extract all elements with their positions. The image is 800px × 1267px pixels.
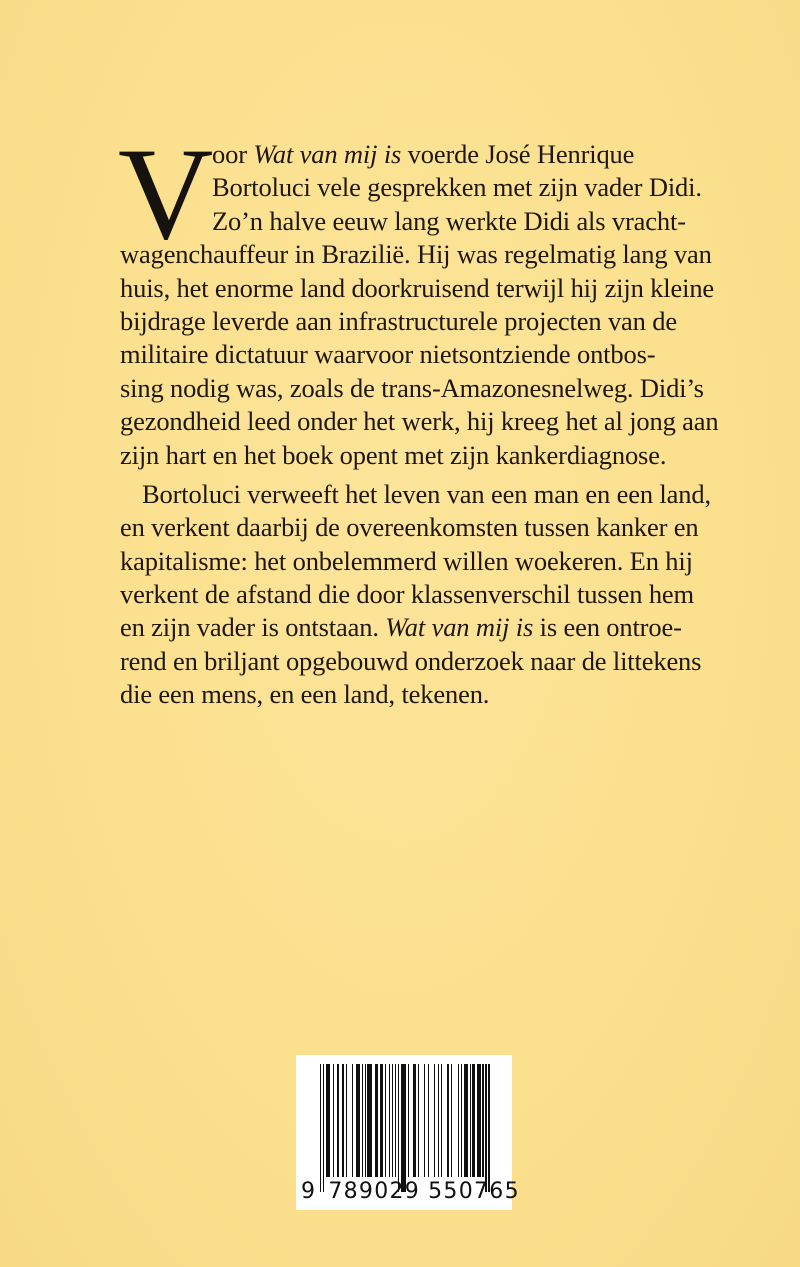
drop-cap: V — [118, 120, 214, 267]
back-cover-blurb — [120, 138, 719, 712]
text-line: sing nodig was, zoals de trans-Amazonesnelweg. Didi’s — [120, 372, 704, 403]
text-line: kapitalisme: het onbelemmerd willen woekeren. En hij — [120, 545, 693, 576]
text-line: Bortoluci verweeft het leven van een man en een land, — [142, 478, 711, 509]
text-line: militaire dictatuur waarvoor nietsontziende ontbos- — [120, 339, 656, 370]
text-line: bijdrage leverde aan infrastructurele projecten van de — [120, 305, 677, 336]
text-line: wagenchauffeur in Brazilië. Hij was regelmatig lang van — [120, 239, 712, 270]
text-line: en zijn vader is ontstaan. Wat van mij is is een ontroe- — [120, 612, 682, 643]
paragraph-1 — [120, 138, 719, 472]
book-title: Wat van mij is — [253, 139, 402, 169]
isbn-number: 9 789029 550765 — [301, 1179, 520, 1204]
book-title: Wat van mij is — [385, 612, 534, 643]
isbn-barcode — [296, 1055, 520, 1210]
text-line: en verkent daarbij de overeenkomsten tussen kanker en — [120, 512, 699, 543]
text-line: oor Wat van mij is voerde José Henrique — [212, 139, 635, 169]
barcode-bars — [320, 1064, 490, 1192]
text-line: die een mens, en een land, tekenen. — [120, 679, 490, 710]
text-line: huis, het enorme land doorkruisend terwijl hij zijn kleine — [120, 272, 715, 303]
text-line: zijn hart en het boek opent met zijn kankerdiagnose. — [120, 439, 667, 470]
text-line: verkent de afstand die door klassenverschil tussen hem — [120, 579, 694, 610]
text-line: rend en briljant opgebouwd onderzoek naar de littekens — [120, 645, 702, 676]
text-line: Bortoluci vele gesprekken met zijn vader Didi. — [212, 172, 702, 203]
text-line: gezondheid leed onder het werk, hij kreeg het al jong aan — [120, 406, 719, 437]
text-line: Zo’n halve eeuw lang werkte Didi als vracht- — [212, 205, 686, 236]
barcode-bar — [488, 1064, 489, 1192]
paragraph-2 — [120, 478, 711, 712]
